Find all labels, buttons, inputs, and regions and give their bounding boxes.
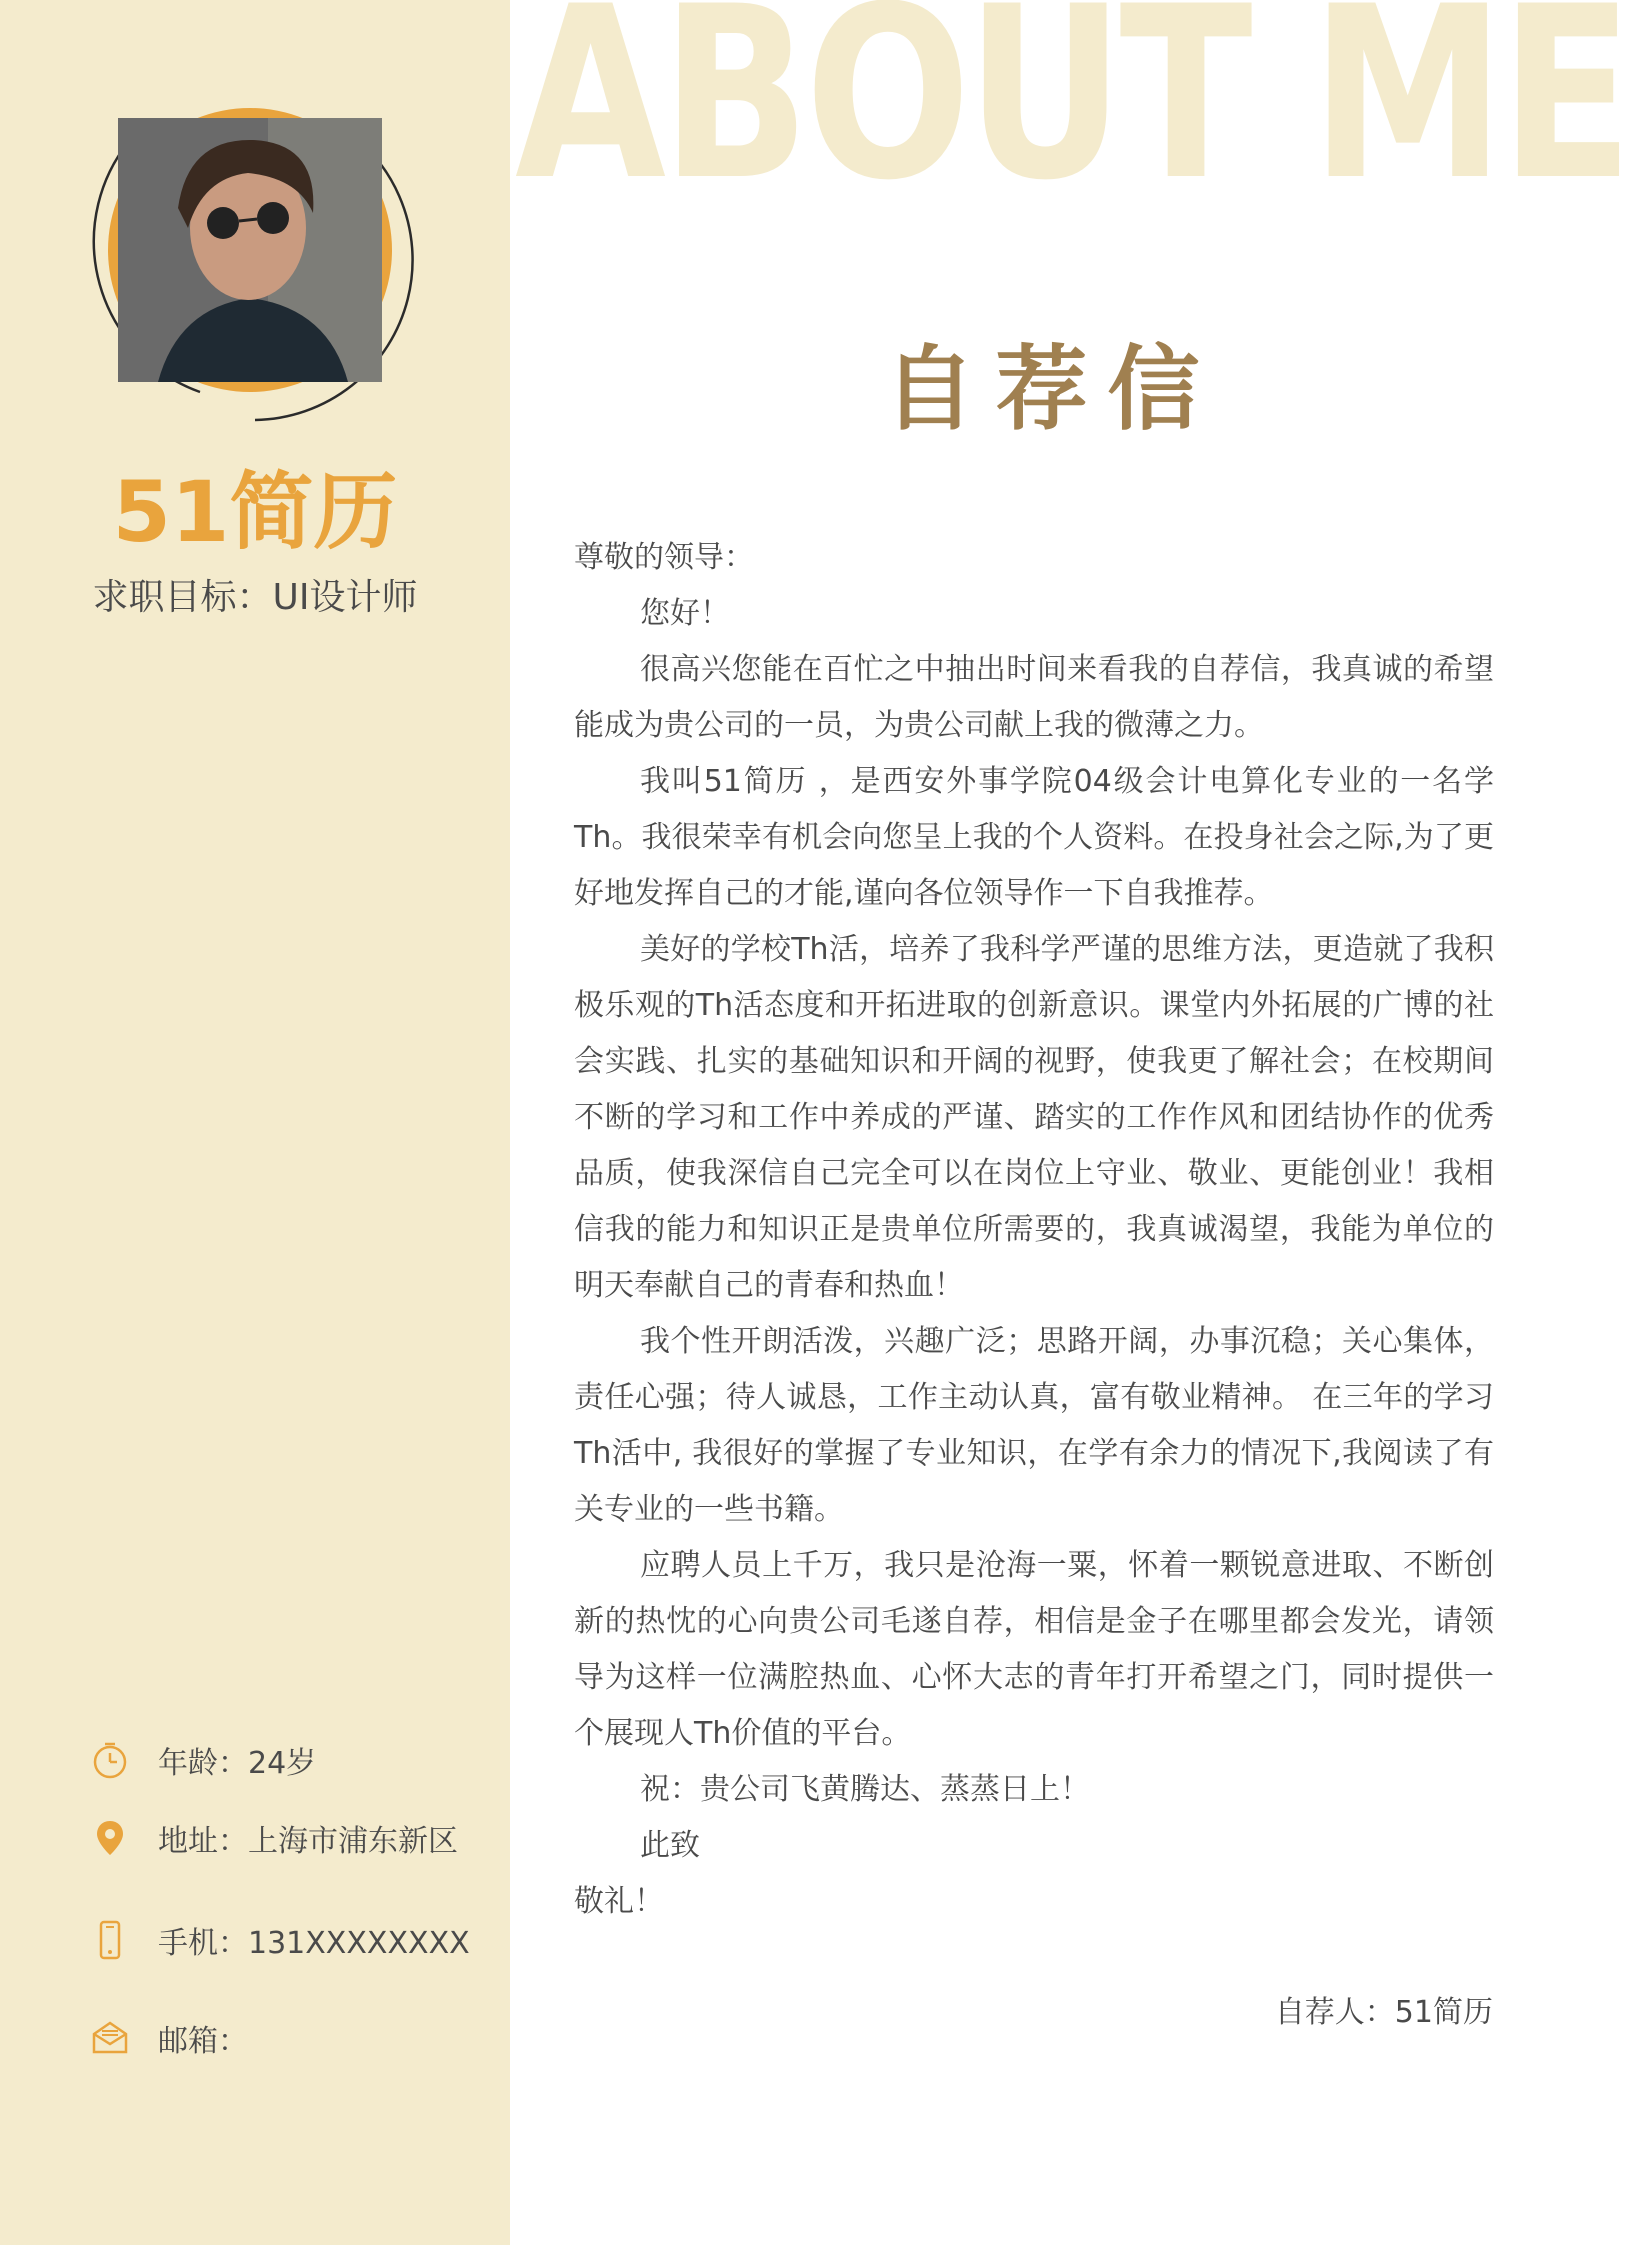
phone-icon: [90, 1920, 130, 1960]
letter-paragraph: 我叫51简历 ，是西安外事学院04级会计电算化专业的一名学Th。我很荣幸有机会向您呈上我的个人资料。在投身社会之际,为了更好地发挥自己的才能,谨向各位领导作一下自我推荐。: [574, 764, 1494, 911]
clock-icon: [90, 1740, 130, 1780]
job-target: 求职目标：UI设计师: [92, 577, 418, 618]
info-address: [90, 1810, 458, 1866]
avatar-photo: [118, 118, 382, 382]
envelope-icon: [90, 2018, 130, 2058]
candidate-name: 51简历: [112, 463, 398, 561]
about-me-banner: ABOUT ME: [515, 0, 1628, 233]
info-phone: [90, 1912, 470, 1968]
info-age: [90, 1732, 316, 1788]
letter-greeting: 尊敬的领导：: [574, 540, 754, 575]
location-pin-icon: [90, 1818, 130, 1858]
letter-paragraph: 我个性开朗活泼，兴趣广泛；思路开阔，办事沉稳；关心集体，责任心强；待人诚恳，工作主动认真，富有敬业精神。 在三年的学习Th活中, 我很好的掌握了专业知识，在学有余力的情况下,我阅读了有关专业的一些书籍。: [574, 1324, 1494, 1527]
letter-title: 自荐信: [883, 336, 1220, 443]
letter-paragraph: 美好的学校Th活，培养了我科学严谨的思维方法，更造就了我积极乐观的Th活态度和开拓进取的创新意识。课堂内外拓展的广博的社会实践、扎实的基础知识和开阔的视野，使我更了解社会；在校期间不断的学习和工作中养成的严谨、踏实的工作作风和团结协作的优秀品质，使我深信自己完全可以在岗位上守业、敬业、更能创业！我相信我的能力和知识正是贵单位所需要的，我真诚渴望，我能为单位的明天奉献自己的青春和热血！: [574, 932, 1494, 1303]
letter-body: [574, 530, 1494, 1930]
letter-wish: 祝：贵公司飞黄腾达、蒸蒸日上！: [640, 1772, 1090, 1807]
address-text: 地址：上海市浦东新区: [158, 1824, 458, 1859]
phone-text: 手机：131XXXXXXXX: [158, 1926, 470, 1961]
letter-paragraph: 应聘人员上千万，我只是沧海一粟，怀着一颗锐意进取、不断创新的热忱的心向贵公司毛遂自荐，相信是金子在哪里都会发光，请领导为这样一位满腔热血、心怀大志的青年打开希望之门，同时提供一个展现人Th价值的平台。: [574, 1548, 1494, 1751]
letter-hello: 您好！: [640, 596, 730, 631]
info-email: [90, 2010, 248, 2066]
letter-salute: 敬礼！: [574, 1884, 664, 1919]
letter-closing: 此致: [640, 1828, 700, 1863]
avatar: [108, 108, 392, 392]
avatar-frame: [80, 80, 420, 420]
letter-signer: 自荐人：51简历: [1274, 1995, 1493, 2030]
email-text: 邮箱：: [158, 2024, 248, 2059]
age-text: 年龄：24岁: [158, 1746, 317, 1781]
letter-paragraph: 很高兴您能在百忙之中抽出时间来看我的自荐信，我真诚的希望能成为贵公司的一员，为贵公司献上我的微薄之力。: [574, 652, 1494, 743]
